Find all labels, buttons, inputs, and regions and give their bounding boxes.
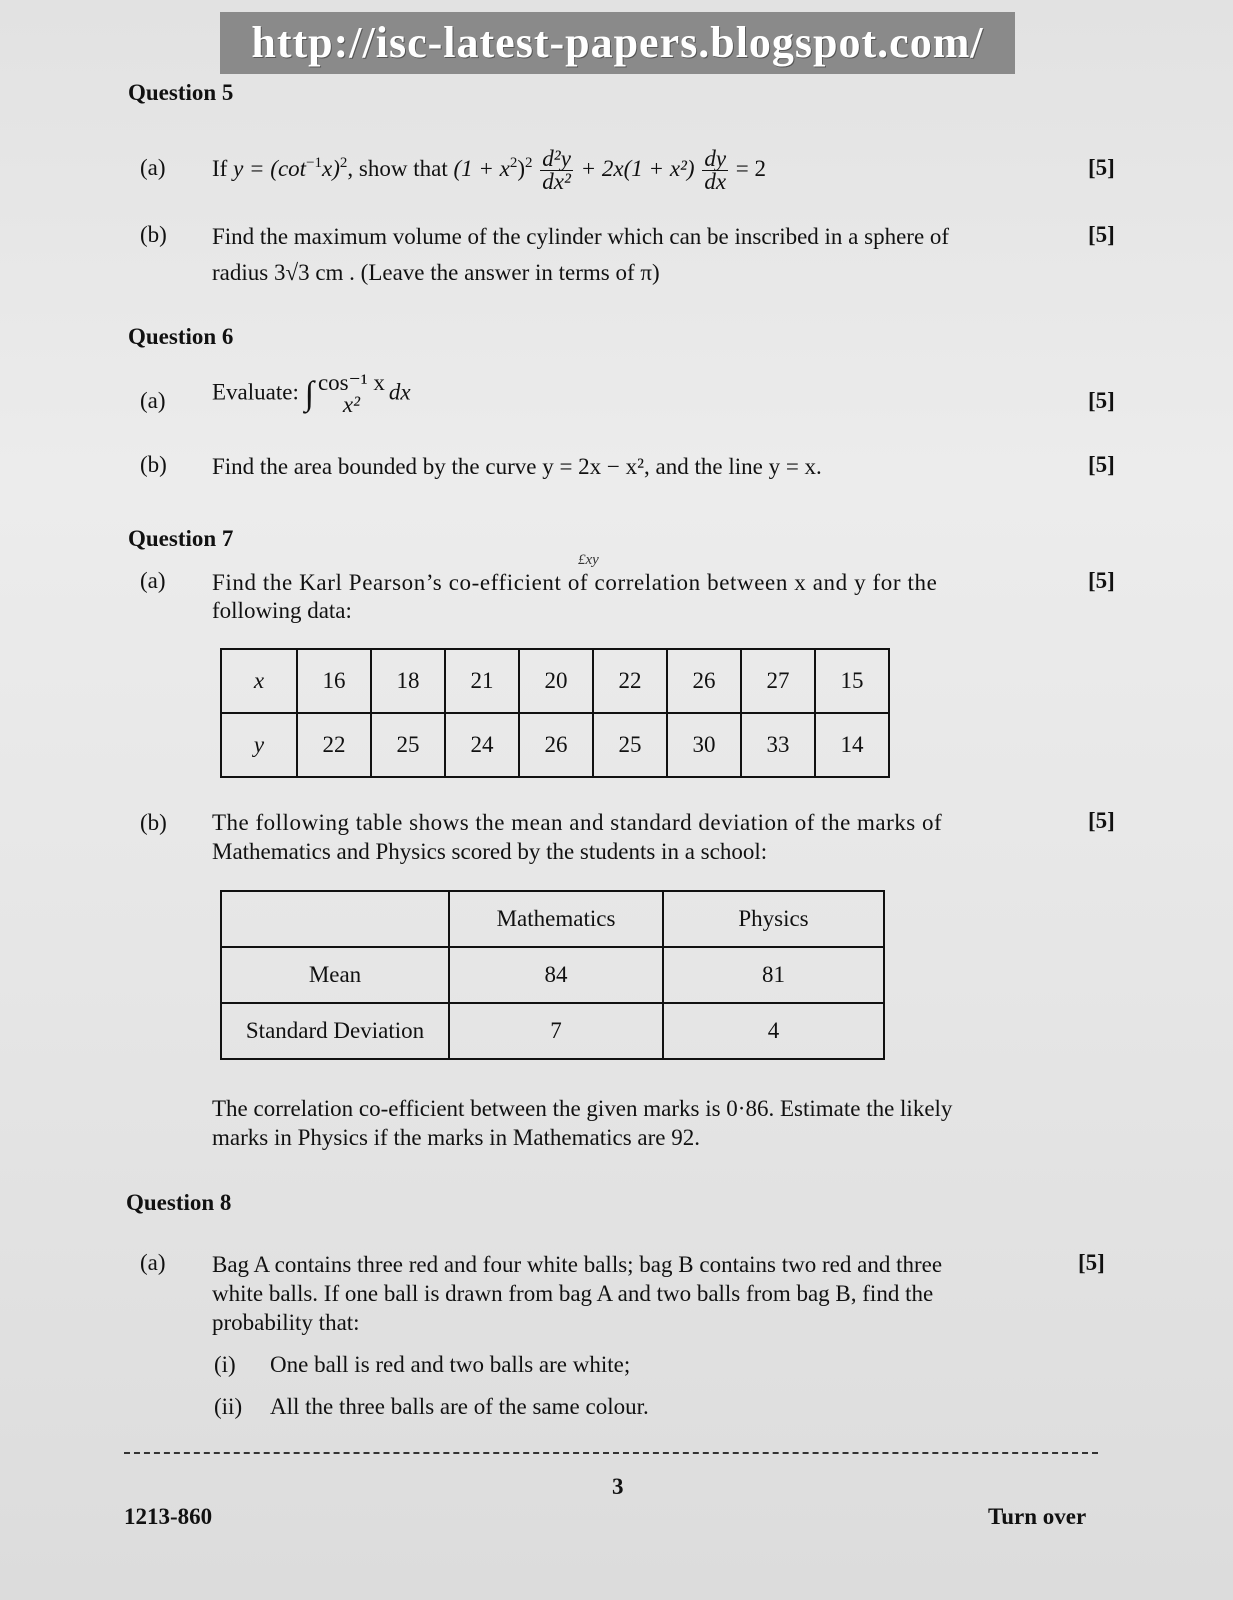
q5a-d2y: d²y	[542, 146, 571, 171]
q7b-after-line2: marks in Physics if the marks in Mathematics are 92.	[212, 1125, 701, 1150]
x-cell: 22	[593, 649, 667, 713]
q5a-sup3: 2	[509, 155, 518, 172]
mean-label: Mean	[221, 947, 449, 1003]
col-mathematics: Mathematics	[449, 891, 663, 947]
q5a-sup2: 2	[339, 155, 348, 172]
q6b-label: (b)	[140, 452, 167, 477]
q6a-evaluate: Evaluate:	[212, 379, 299, 405]
q8a-i-label: (i)	[214, 1352, 236, 1377]
q6a-label: (a)	[140, 388, 166, 413]
col-physics: Physics	[663, 891, 884, 947]
sd-math: 7	[449, 1003, 663, 1059]
q6a-integrand	[316, 372, 387, 416]
q5a-y: y = (cot	[233, 155, 307, 181]
x-cell: 21	[445, 649, 519, 713]
x-cell: 16	[297, 649, 371, 713]
empty-corner-cell	[221, 891, 449, 947]
q8a-ii-label: (ii)	[214, 1394, 243, 1419]
q5a-first-derivative	[702, 148, 728, 193]
q6a-statement	[212, 372, 411, 416]
q8a-marks: [5]	[1078, 1250, 1105, 1275]
q5a-dy: dy	[704, 146, 727, 171]
q5a-statement	[212, 148, 766, 193]
question-7-title: Question 7	[128, 526, 234, 551]
mean-row	[221, 947, 884, 1003]
q7b-label: (b)	[140, 810, 167, 835]
q5a-label: (a)	[140, 155, 166, 180]
sd-row	[221, 1003, 884, 1059]
q5b-label: (b)	[140, 222, 167, 247]
q7a-line2: following data:	[212, 598, 352, 623]
q5b-marks: [5]	[1088, 222, 1115, 247]
q5a-eq: = 2	[735, 155, 767, 181]
x-cell: 26	[667, 649, 741, 713]
x-cell: 27	[741, 649, 815, 713]
q7b-marks: [5]	[1088, 808, 1115, 833]
q5a-plus-term: + 2x(1 + x²)	[580, 155, 695, 181]
page-number: 3	[612, 1474, 624, 1499]
q5a-lhs1: (1 + x	[453, 155, 510, 181]
x-cell: 18	[371, 649, 445, 713]
q7b-line2: Mathematics and Physics scored by the students in a school:	[212, 839, 768, 864]
q7a-marks: [5]	[1088, 568, 1115, 593]
q8a-ii-text: All the three balls are of the same colour.	[270, 1394, 649, 1419]
q8a-line1: Bag A contains three red and four white balls; bag B contains two red and three	[212, 1252, 943, 1277]
q6b-text: Find the area bounded by the curve y = 2x − x², and the line y = x.	[212, 454, 822, 479]
q5b-line1: Find the maximum volume of the cylinder which can be inscribed in a sphere of	[212, 224, 950, 249]
q5a-if: If	[212, 155, 228, 181]
q5a-marks: [5]	[1088, 155, 1115, 180]
x-row	[221, 649, 889, 713]
mean-sd-table	[220, 890, 885, 1060]
q6a-integral-sign: ∫	[304, 375, 314, 413]
y-header: y	[221, 713, 297, 777]
paper-code: 1213-860	[124, 1504, 213, 1529]
y-cell: 33	[741, 713, 815, 777]
header-row	[221, 891, 884, 947]
turn-over-label: Turn over	[988, 1504, 1087, 1529]
q6a-marks: [5]	[1088, 388, 1115, 413]
question-8-title: Question 8	[126, 1190, 232, 1215]
q5a-lhs1b: )	[517, 155, 526, 181]
q7a-label: (a)	[140, 568, 166, 593]
question-5-title: Question 5	[128, 80, 234, 105]
q6a-dx: dx	[388, 379, 411, 405]
q8a-i-text: One ball is red and two balls are white;	[270, 1352, 631, 1377]
site-url-banner: http://isc-latest-papers.blogspot.com/	[220, 12, 1015, 74]
q6b-marks: [5]	[1088, 452, 1115, 477]
handwritten-note: £xy	[578, 552, 599, 568]
q7b-after-line1: The correlation co-efficient between the given marks is 0·86. Estimate the likely	[212, 1096, 953, 1121]
q8a-line2: white balls. If one ball is drawn from bag A and two balls from bag B, find the	[212, 1281, 934, 1306]
q6a-num: cos⁻¹ x	[317, 370, 385, 395]
x-header: x	[221, 649, 297, 713]
q5a-dx2: dx²	[542, 169, 571, 194]
y-cell: 26	[519, 713, 593, 777]
q5a-show: , show that	[347, 155, 448, 181]
mean-physics: 81	[663, 947, 884, 1003]
y-cell: 25	[371, 713, 445, 777]
y-cell: 25	[593, 713, 667, 777]
q5a-x: x)	[322, 155, 340, 181]
q5a-sup1: −1	[306, 155, 323, 172]
y-row	[221, 713, 889, 777]
q6a-den: x²	[342, 392, 360, 417]
y-cell: 30	[667, 713, 741, 777]
q5a-sup4: 2	[525, 155, 533, 172]
q8a-label: (a)	[140, 1250, 166, 1275]
q7b-line1: The following table shows the mean and standard deviation of the marks of	[212, 810, 943, 835]
x-cell: 20	[519, 649, 593, 713]
q7a-line1: Find the Karl Pearson’s co-efficient of correlation between x and y for the	[212, 570, 938, 595]
q8a-line3: probability that:	[212, 1310, 360, 1335]
x-cell: 15	[815, 649, 889, 713]
y-cell: 14	[815, 713, 889, 777]
q5b-line2: radius 3√3 cm . (Leave the answer in terms of π)	[212, 260, 660, 285]
question-6-title: Question 6	[128, 324, 234, 349]
footer-dashed-rule	[124, 1452, 1098, 1454]
y-cell: 24	[445, 713, 519, 777]
sd-physics: 4	[663, 1003, 884, 1059]
q5a-second-derivative	[540, 148, 573, 193]
xy-data-table	[220, 648, 890, 778]
sd-label: Standard Deviation	[221, 1003, 449, 1059]
mean-math: 84	[449, 947, 663, 1003]
y-cell: 22	[297, 713, 371, 777]
q5a-dx: dx	[704, 169, 727, 194]
